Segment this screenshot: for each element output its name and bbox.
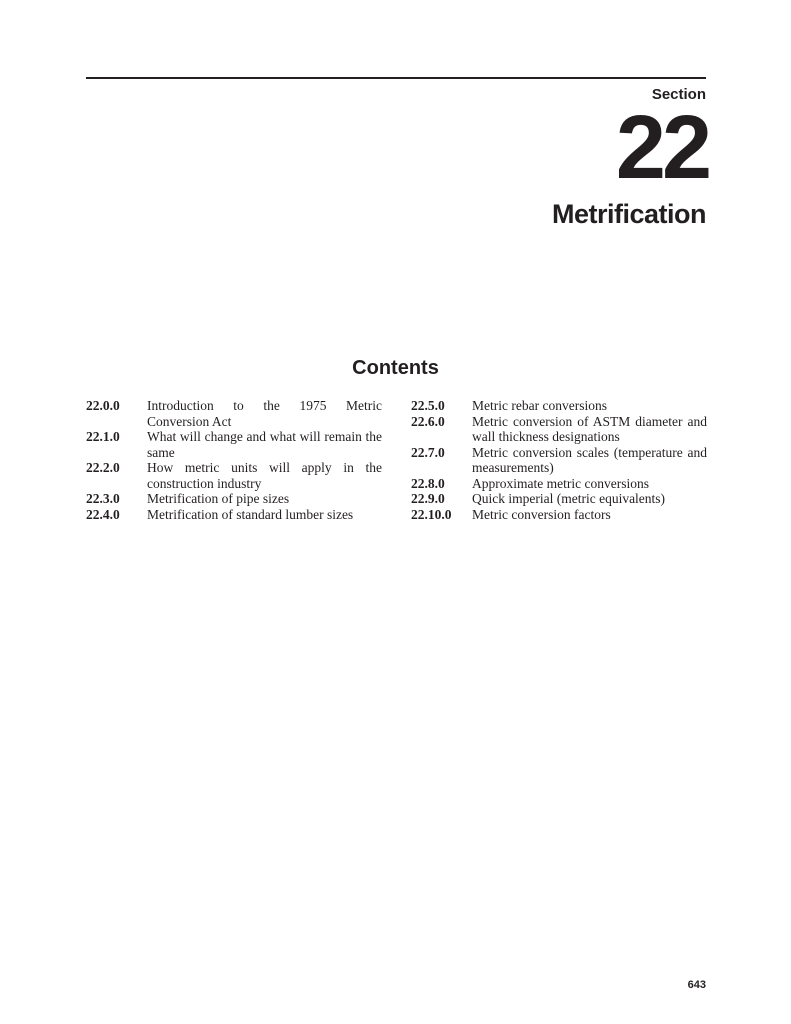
contents-heading: Contents: [352, 357, 439, 379]
toc-entry-number: 22.3.0: [86, 491, 120, 506]
toc-entry-22-9-0: [411, 491, 707, 507]
header-rule: [86, 77, 706, 79]
toc-entry-title: Metrification of standard lumber sizes: [147, 506, 354, 522]
toc-entry-title: Quick imperial (metric equivalents): [472, 491, 666, 506]
toc-entry-title: Approximate metric conversions: [472, 475, 649, 491]
toc-entry-22-4-0: [86, 507, 382, 523]
section-label: Section: [651, 86, 706, 103]
toc-entry-22-0-0: [86, 398, 382, 429]
toc-entry-number: 22.10.0: [411, 506, 452, 522]
toc-entry-number: 22.2.0: [86, 460, 120, 475]
toc-entry-title: Metric conversion of ASTM diameter and wall thickness designations: [472, 413, 707, 444]
toc-entry-number: 22.4.0: [86, 506, 120, 522]
toc-right-column: [411, 398, 707, 522]
toc-entry-number: 22.7.0: [411, 444, 445, 460]
toc-entry-title: Metric conversion factors: [472, 506, 611, 522]
toc-entry-title: Metric conversion scales (temperature and measurements): [472, 444, 707, 475]
toc-entry-title: Metrification of pipe sizes: [147, 491, 290, 506]
toc-left-column: [86, 398, 382, 522]
toc-entry-22-10-0: [411, 507, 707, 523]
toc-entry-22-1-0: [86, 429, 382, 460]
toc-entry-number: 22.5.0: [411, 398, 445, 413]
toc-entry-title: Metric rebar conversions: [472, 398, 607, 413]
toc-entry-number: 22.8.0: [411, 475, 445, 491]
toc-entry-title: How metric units will apply in the construction industry: [147, 460, 382, 491]
toc-entry-22-5-0: [411, 398, 707, 414]
section-title: Metrification: [551, 199, 706, 229]
toc-entry-number: 22.6.0: [411, 413, 445, 429]
toc-entry-number: 22.0.0: [86, 398, 120, 413]
toc-entry-22-3-0: [86, 491, 382, 507]
toc-entry-22-2-0: [86, 460, 382, 491]
toc-entry-title: What will change and what will remain the same: [147, 429, 382, 460]
toc-entry-number: 22.1.0: [86, 429, 120, 444]
toc-entry-22-6-0: [411, 414, 707, 445]
toc-entry-22-8-0: [411, 476, 707, 492]
toc-entry-number: 22.9.0: [411, 491, 445, 506]
toc-entry-title: Introduction to the 1975 Metric Conversion Act: [147, 398, 382, 429]
page-number: 643: [687, 979, 706, 991]
section-number: 22: [615, 98, 708, 198]
toc-entry-22-7-0: [411, 445, 707, 476]
